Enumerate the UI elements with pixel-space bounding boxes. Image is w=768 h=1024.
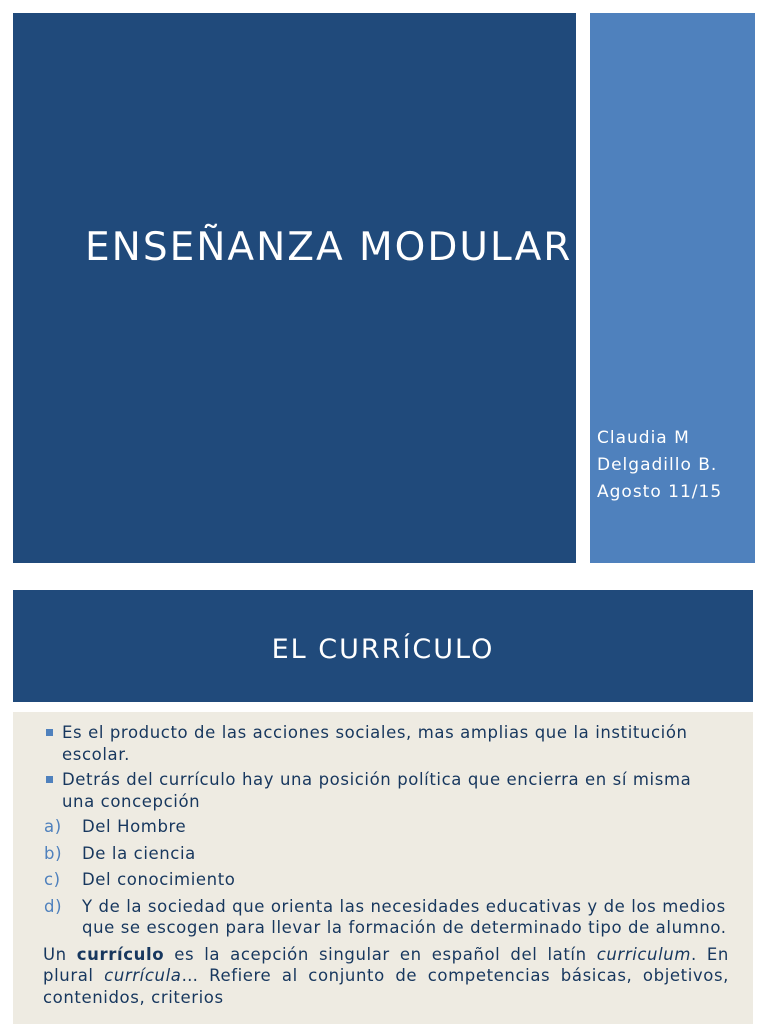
list-item <box>44 816 729 838</box>
author-name-line1: Claudia M <box>597 428 690 448</box>
paragraph-text: . En plural <box>43 944 729 985</box>
author-panel <box>590 13 755 563</box>
bullet-text: Es el producto de las acciones sociales, mas amplias que la institución escolar. <box>62 723 688 764</box>
list-marker: c) <box>44 870 61 889</box>
presentation-date: Agosto 11/15 <box>597 482 723 502</box>
bullet-item <box>44 769 729 812</box>
paragraph-text: … Refiere al conjunto de competencias básicas, objetivos, contenidos, criterios <box>43 966 729 1007</box>
list-text: Y de la sociedad que orienta las necesidades educativas y de los medios que se escogen para llevar la formación de determinado tipo de alumno. <box>82 896 727 937</box>
list-marker: b) <box>44 843 63 863</box>
term-curriculo: currículo <box>76 944 165 964</box>
paragraph-text: es la acepción singular en español del latín <box>164 944 597 964</box>
slide-content <box>13 712 753 1024</box>
square-bullet-icon <box>46 776 53 783</box>
list-text: Del Hombre <box>82 817 187 836</box>
list-marker: d) <box>44 896 63 916</box>
list-text: De la ciencia <box>82 843 196 863</box>
paragraph-text: Un <box>43 944 77 964</box>
list-item <box>44 843 729 865</box>
title-panel <box>13 13 576 563</box>
list-item <box>44 896 729 939</box>
square-bullet-icon <box>46 729 53 736</box>
term-curriculum: curriculum <box>596 944 692 964</box>
content-body <box>44 722 729 1008</box>
slide-title: EL CURRÍCULO <box>271 634 495 665</box>
list-text: Del conocimiento <box>82 870 236 889</box>
author-name-line2: Delgadillo B. <box>597 455 718 475</box>
term-curricula: currícula <box>104 966 182 985</box>
bullet-text: Detrás del currículo hay una posición política que encierra en sí misma una concepción <box>62 770 692 811</box>
definition-paragraph <box>43 944 729 1009</box>
list-marker: a) <box>44 817 62 836</box>
list-item <box>44 869 729 891</box>
slide-header <box>13 590 753 702</box>
bullet-item <box>44 722 729 765</box>
author-info <box>597 425 722 506</box>
presentation-title: ENSEÑANZA MODULAR <box>85 225 573 270</box>
